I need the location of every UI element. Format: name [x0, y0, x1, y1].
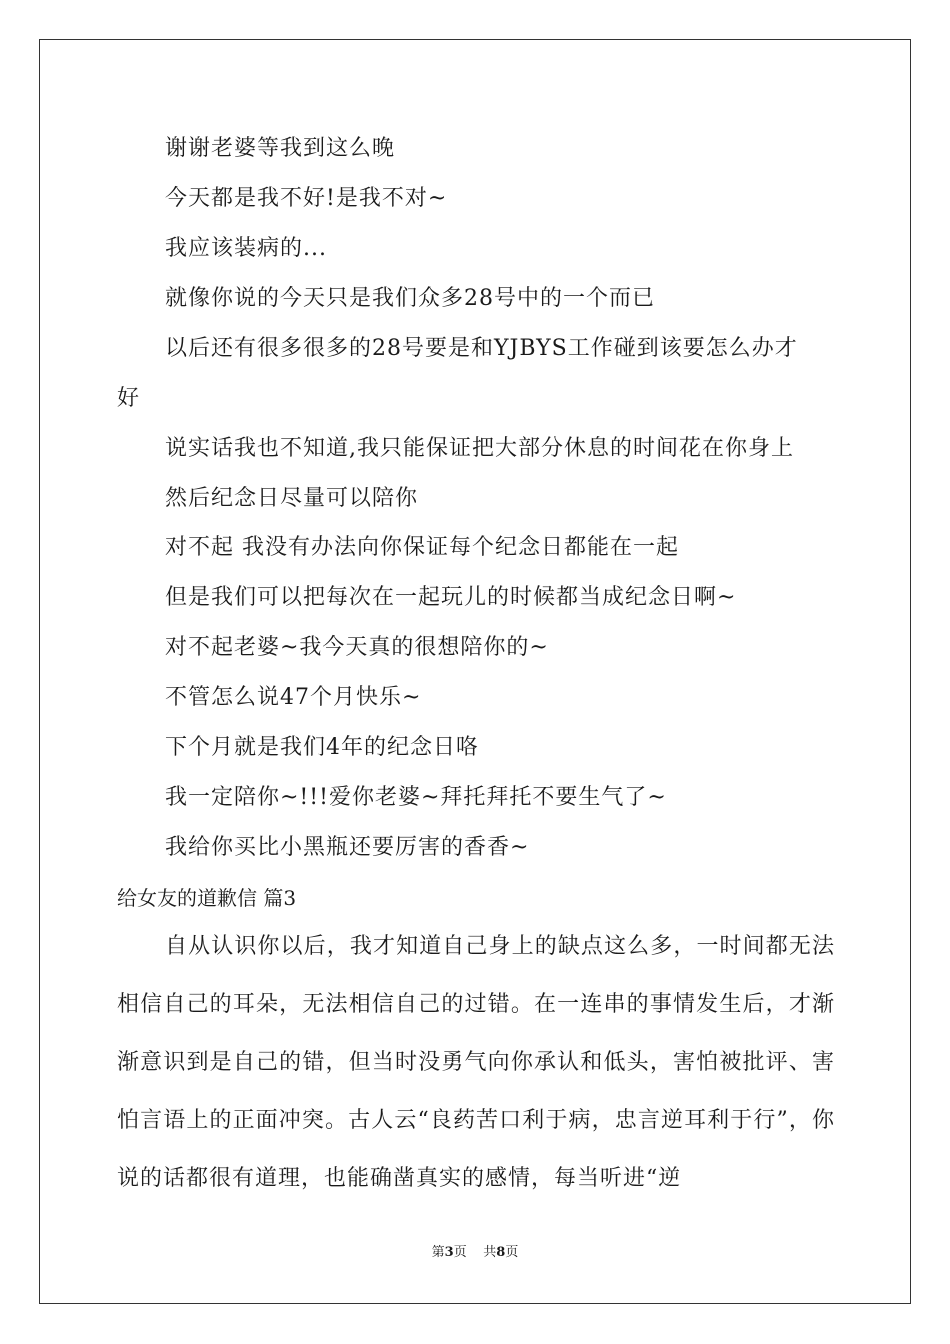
footer-page-suffix: 页 — [453, 1245, 467, 1260]
footer-page-prefix: 第 — [431, 1245, 445, 1260]
text-line: 今天都是我不好!是我不对~ — [165, 186, 448, 211]
text-line: 对不起 我没有办法向你保证每个纪念日都能在一起 — [165, 535, 679, 560]
text-line: 以后还有很多很多的28号要是和YJBYS工作碰到该要怎么办才 — [165, 336, 798, 361]
text-line: 我一定陪你~!!!爱你老婆~拜托拜托不要生气了~ — [165, 785, 667, 810]
text-line: 好 — [117, 386, 141, 411]
section-heading: 给女友的道歉信 篇3 — [117, 886, 297, 910]
page-footer — [0, 1244, 950, 1262]
text-line: 我应该装病的... — [165, 236, 327, 261]
footer-page-number: 3 — [444, 1245, 454, 1260]
text-line: 下个月就是我们4年的纪念日咯 — [165, 735, 479, 760]
text-line: 对不起老婆~我今天真的很想陪你的~ — [165, 635, 549, 660]
text-line: 就像你说的今天只是我们众多28号中的一个而已 — [165, 286, 655, 311]
text-line: 然后纪念日尽量可以陪你 — [165, 486, 419, 511]
footer-total-pages: 8 — [496, 1245, 506, 1260]
text-line: 不管怎么说47个月快乐~ — [165, 685, 422, 710]
footer-total-suffix: 页 — [505, 1245, 519, 1260]
body-paragraph: 自从认识你以后，我才知道自己身上的缺点这么多，一时间都无法相信自己的耳朵，无法相信自己的过错。在一连串的事情发生后，才渐渐意识到是自己的错，但当时没勇气向你承认和低头，害怕被批评、害怕言语上的正面冲突。古人云“良药苦口利于病，忠言逆耳利于行”，你说的话都很有道理，也能确凿真实的感情，每当听进“逆 — [117, 934, 835, 1191]
text-line: 但是我们可以把每次在一起玩儿的时候都当成纪念日啊~ — [165, 585, 737, 610]
text-line: 说实话我也不知道,我只能保证把大部分休息的时间花在你身上 — [165, 436, 794, 461]
footer-total-prefix: 共 — [483, 1245, 497, 1260]
text-line: 谢谢老婆等我到这么晚 — [165, 136, 396, 161]
text-line: 我给你买比小黑瓶还要厉害的香香~ — [165, 835, 530, 860]
